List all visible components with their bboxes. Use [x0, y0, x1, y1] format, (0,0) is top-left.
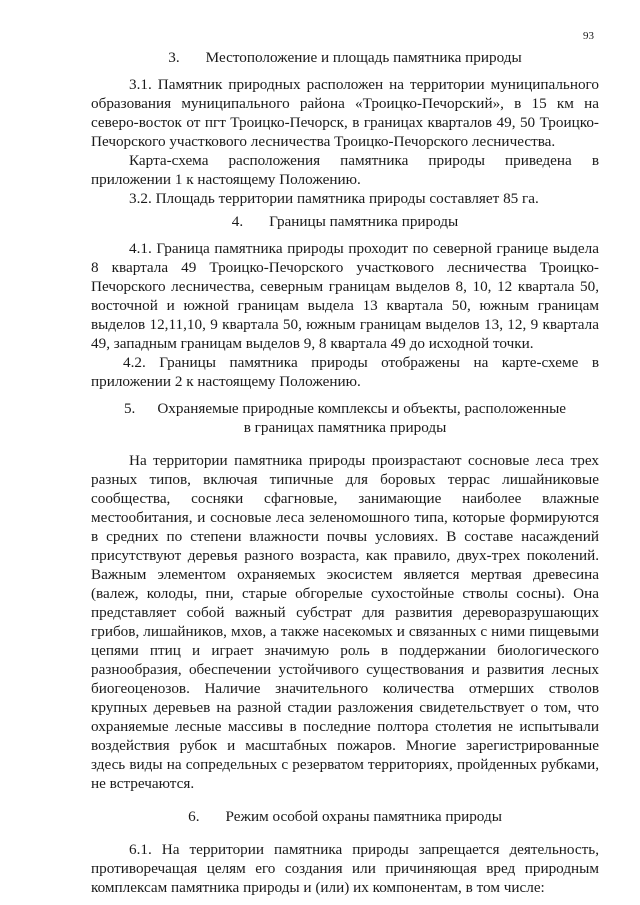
section-4-number: 4.: [231, 213, 244, 230]
page-number: 93: [583, 30, 594, 42]
paragraph-4-2: 4.2. Границы памятника природы отображены на карте-схеме в приложении 2 к настоящему Положению.: [91, 354, 599, 390]
section-5-heading: [91, 399, 599, 437]
section-5-title-line1: Охраняемые природные комплексы и объекты, расположенные: [157, 400, 567, 417]
section-3-heading: [91, 48, 599, 67]
section-3-number: 3.: [168, 49, 180, 66]
section-4-heading: [91, 212, 599, 231]
paragraph-3-1-map: Карта-схема расположения памятника природы приведена в приложении 1 к настоящему Положению.: [91, 152, 599, 188]
section-6-number: 6.: [188, 808, 200, 825]
section-5-number: 5.: [123, 400, 136, 417]
section-6-title: Режим особой охраны памятника природы: [225, 808, 502, 825]
section-6-heading: [91, 807, 599, 826]
paragraph-4-1: 4.1. Граница памятника природы проходит по северной границе выдела 8 квартала 49 Троицко-Печорского участкового лесничества Троицко-Печорского лесничества, северным границам выделов 8, 10, 12 квартала 50, восточной и южной границам выдела 13 квартала 50, южным границам выделов 12,11,10, 9 квартала 50, южным границам выделов 13, 12, 9 квартала 49, западным границам выделов 9, 8 квартала 49 до исходной точки.: [91, 240, 599, 352]
section-4-title: Границы памятника природы: [269, 213, 459, 230]
paragraph-3-2: 3.2. Площадь территории памятника природы составляет 85 га.: [129, 190, 539, 207]
section-5-title-line2: в границах памятника природы: [243, 419, 447, 436]
paragraph-6-1: 6.1. На территории памятника природы запрещается деятельность, противоречащая целям его создания или причиняющая вред природным комплексам памятника природы и (или) их компонентам, в том числе:: [91, 841, 599, 896]
paragraph-5-1: На территории памятника природы произрастают сосновые леса трех разных типов, включая типичные для боровых террас лишайниковые сообщества, сосняки сфагновые, занимающие наиболее влажные местообитания, и сосновые леса зеленомошного типа, которые формируются в средних по степени влажности почвы условиях. В составе насаждений присутствуют деревья разного возраста, как правило, двух-трех поколений. Важным элементом охраняемых экосистем является мертвая древесина (валеж, колоды, пни, старые обгорелые сухостойные стволы сосны). Она представляет собой важный субстрат для развития дереворазрушающих грибов, лишайников, мхов, а также насекомых и связанных с ними пищевыми цепями птиц и играет значимую роль в поддержании биологического разнообразия, обеспечении устойчивого существования и развития лесных биогеоценозов. Наличие значительного количества отмерших стволов крупных деревьев на разной стадии разложения свидетельствует о том, что охраняемые лесные массивы в последние полтора столетия не испытывали воздействия рубок и масштабных пожаров. Многие зарегистрированные здесь виды на сопредельных с резерватом территориях, пройденных рубками, не встречаются.: [91, 452, 599, 792]
paragraph-3-1: 3.1. Памятник природных расположен на территории муниципального образования муниципального района «Троицко-Печорский», в 15 км на северо-восток от пгт Троицко-Печорск, в границах кварталов 49, 50 Троицко-Печорского участкового лесничества Троицко-Печорского лесничества.: [91, 76, 599, 150]
document-body: [91, 48, 599, 897]
section-3-title: Местоположение и площадь памятника природы: [205, 49, 522, 66]
